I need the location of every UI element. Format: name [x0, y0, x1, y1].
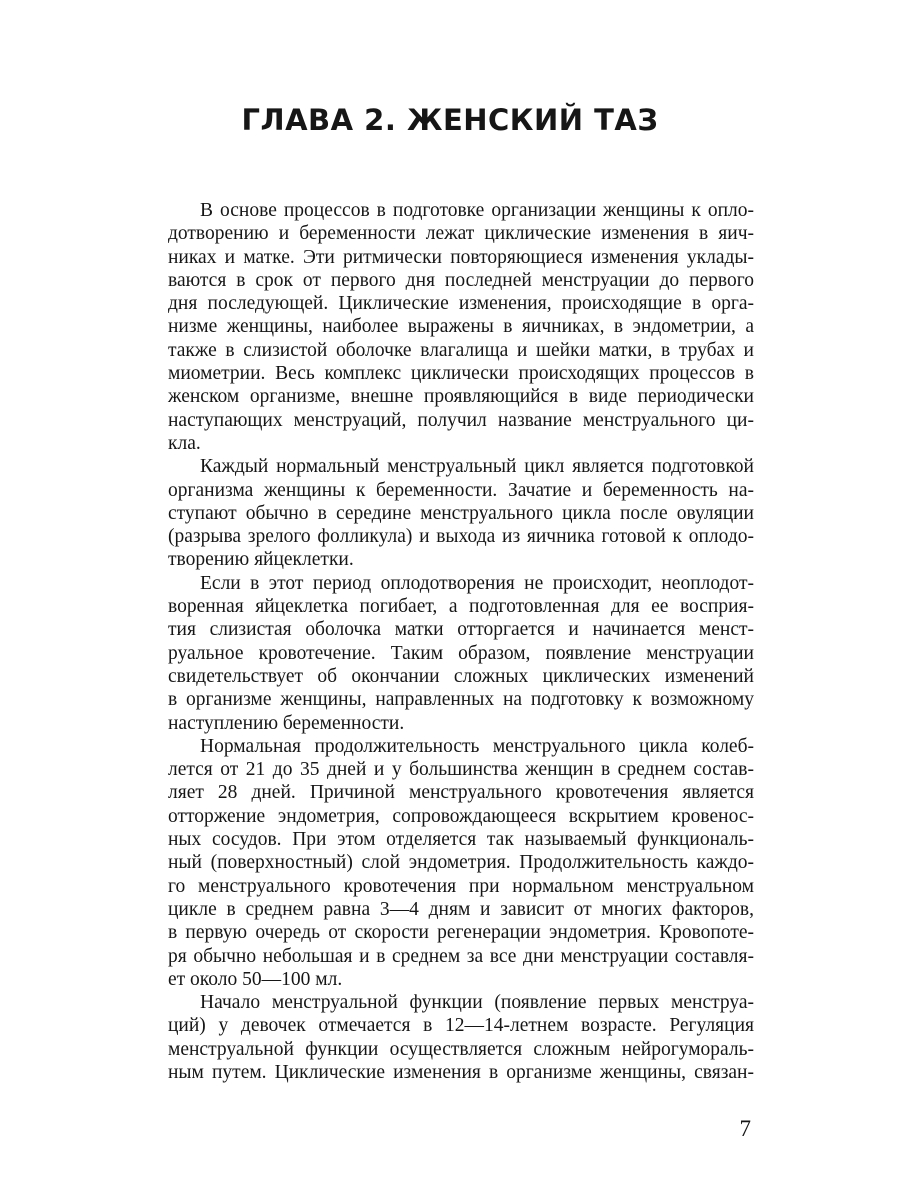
text-line: тия слизистая оболочка матки отторгается и начинается менст- — [168, 619, 754, 641]
text-line: ваются в срок от первого дня последней менструации до первого — [168, 269, 754, 291]
text-line: организма женщины к беременности. Зачатие и беременность на- — [168, 479, 754, 501]
text-line: отторжение эндометрия, сопровождающееся вскрытием кровенос- — [168, 805, 754, 827]
text-line: цикле в среднем равна 3—4 дням и зависит от многих факторов, — [168, 898, 754, 920]
text-line: Если в этот период оплодотворения не происходит, неоплодот- — [200, 572, 754, 594]
paragraph — [168, 735, 754, 991]
text-line: (разрыва зрелого фолликула) и выхода из яичника готовой к оплодо- — [168, 526, 754, 548]
body-text — [168, 199, 754, 1084]
text-line: В основе процессов в подготовке организации женщины к опло- — [200, 200, 754, 221]
text-line: Каждый нормальный менструальный цикл является подготовкой — [200, 456, 754, 478]
text-line: кла. — [168, 432, 201, 454]
paragraph — [168, 455, 754, 571]
text-line: женском организме, внешне проявляющийся в виде периодически — [168, 386, 754, 408]
text-line: ступают обычно в середине менструального цикла после овуляции — [168, 502, 754, 524]
text-line: Нормальная продолжительность менструального цикла колеб- — [200, 735, 754, 757]
text-line: в организме женщины, направленных на подготовку к возможному — [168, 689, 754, 711]
paragraph — [168, 991, 754, 1084]
text-line: ций) у девочек отмечается в 12—14-летнем возрасте. Регуляция — [168, 1015, 754, 1037]
text-line: воренная яйцеклетка погибает, а подготовленная для ее восприя- — [168, 596, 754, 618]
paragraph — [168, 572, 754, 735]
paragraph — [168, 199, 754, 455]
text-line: го менструального кровотечения при нормальном менструальном — [168, 875, 754, 897]
chapter-title: ГЛАВА 2. ЖЕНСКИЙ ТАЗ — [241, 103, 659, 137]
text-line: свидетельствует об окончании сложных циклических изменений — [168, 665, 754, 687]
text-line: ных сосудов. При этом отделяется так называемый функциональ- — [168, 829, 754, 851]
text-line: ным путем. Циклические изменения в организме женщины, связан- — [168, 1061, 754, 1083]
text-line: ет около 50—100 мл. — [168, 968, 343, 990]
text-line: ляет 28 дней. Причиной менструального кровотечения является — [168, 782, 754, 804]
text-line: никах и матке. Эти ритмически повторяющиеся изменения уклады- — [168, 246, 754, 268]
text-line: низме женщины, наиболее выражены в яичниках, в эндометрии, а — [168, 316, 754, 338]
text-line: лется от 21 до 35 дней и у большинства женщин в среднем состав- — [168, 759, 754, 781]
page-number: 7 — [739, 1116, 751, 1141]
text-line: руальное кровотечение. Таким образом, появление менструации — [168, 642, 754, 664]
text-line: наступлению беременности. — [168, 712, 405, 734]
text-line: менструальной функции осуществляется сложным нейрогумораль- — [168, 1038, 754, 1060]
text-line: ря обычно небольшая и в среднем за все дни менструации составля- — [168, 945, 754, 967]
text-line: наступающих менструаций, получил название менструального ци- — [168, 409, 754, 431]
text-line: также в слизистой оболочке влагалища и шейки матки, в трубах и — [168, 339, 754, 361]
text-line: творению яйцеклетки. — [168, 549, 354, 571]
text-line: дотворению и беременности лежат циклические изменения в яич- — [168, 223, 754, 245]
text-line: в первую очередь от скорости регенерации эндометрия. Кровопоте- — [168, 922, 754, 944]
text-line: дня последующей. Циклические изменения, происходящие в орга- — [168, 293, 754, 315]
text-line: ный (поверхностный) слой эндометрия. Продолжительность каждо- — [168, 852, 754, 874]
text-line: миометрии. Весь комплекс циклически происходящих процессов в — [168, 363, 754, 385]
text-line: Начало менструальной функции (появление первых менструа- — [200, 992, 754, 1014]
